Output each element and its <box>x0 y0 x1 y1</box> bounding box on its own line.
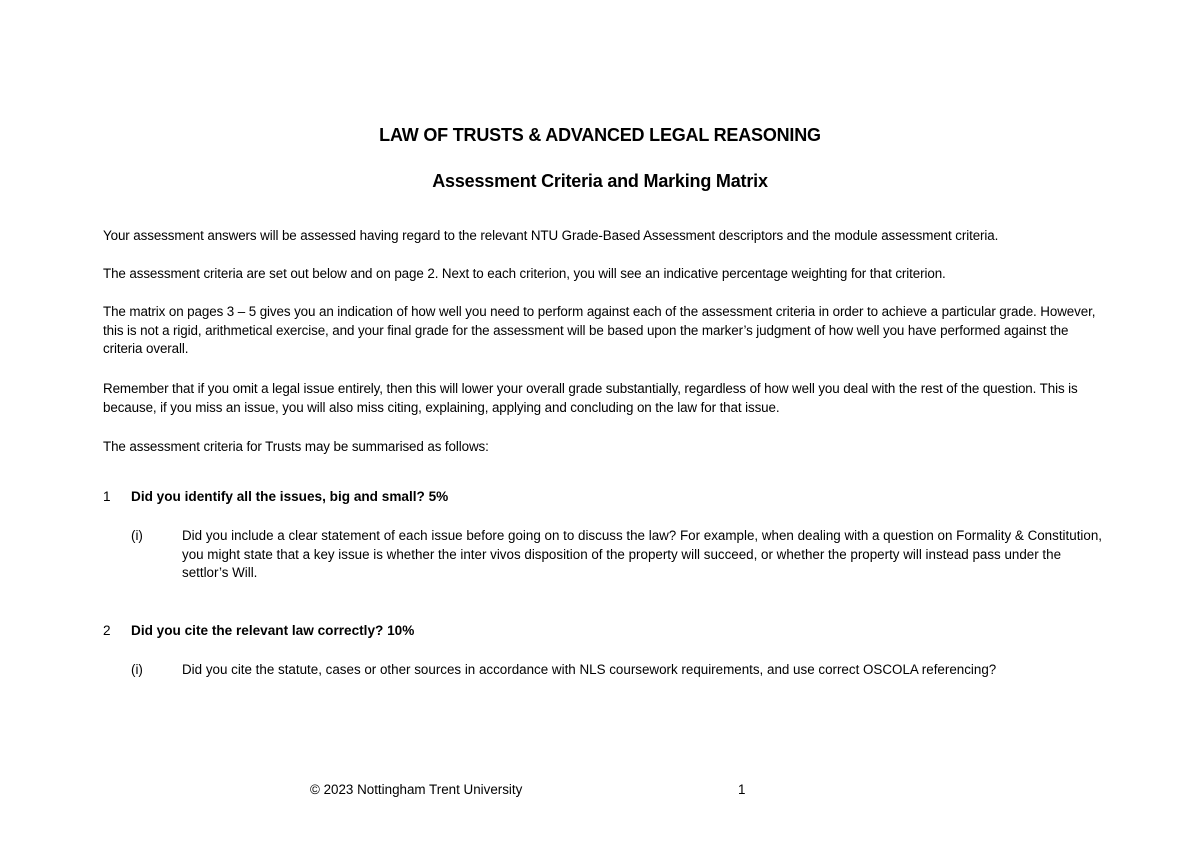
document-subtitle: Assessment Criteria and Marking Matrix <box>432 171 768 191</box>
subitem-marker: (i) <box>131 528 143 543</box>
subitem-text: Did you include a clear statement of each issue before going on to discuss the law? For example, when dealing with a question on Formality & Constitution, you might state that a key issue is whether the inter vivos disposition of the property will succeed, or whether the property will instead pass under the settlor’s Will. <box>182 528 1102 581</box>
criterion-title: Did you identify all the issues, big and small? 5% <box>131 489 449 504</box>
footer-page-number: 1 <box>738 782 746 797</box>
criterion-title: Did you cite the relevant law correctly? 10% <box>131 623 415 638</box>
criterion-number: 2 <box>103 623 111 638</box>
paragraph-matrix: The matrix on pages 3 – 5 gives you an indication of how well you need to perform against each of the assessment criteria in order to achieve a particular grade. However, this is not a rigid, arithmetical exercise, and your final grade for the assessment will be based upon the marker’s judgment of how well you have performed against the criteria overall. <box>103 304 1096 357</box>
paragraph-intro: Your assessment answers will be assessed having regard to the relevant NTU Grade-Based Assessment descriptors and the module assessment criteria. <box>103 228 999 243</box>
paragraph-criteria-location: The assessment criteria are set out below and on page 2. Next to each criterion, you will see an indicative percentage weighting for that criterion. <box>103 266 946 281</box>
criterion-number: 1 <box>103 489 111 504</box>
subitem-marker: (i) <box>131 662 143 677</box>
subitem-text: Did you cite the statute, cases or other sources in accordance with NLS coursework requirements, and use correct OSCOLA referencing? <box>182 662 997 677</box>
document-title: LAW OF TRUSTS & ADVANCED LEGAL REASONING <box>379 125 821 145</box>
footer-copyright: © 2023 Nottingham Trent University <box>310 782 523 797</box>
paragraph-summary-lead: The assessment criteria for Trusts may be summarised as follows: <box>103 439 489 454</box>
paragraph-omit-issue: Remember that if you omit a legal issue entirely, then this will lower your overall grade substantially, regardless of how well you deal with the rest of the question. This is because, if you miss an issue, you will also miss citing, explaining, applying and concluding on the law for that issue. <box>103 381 1078 415</box>
